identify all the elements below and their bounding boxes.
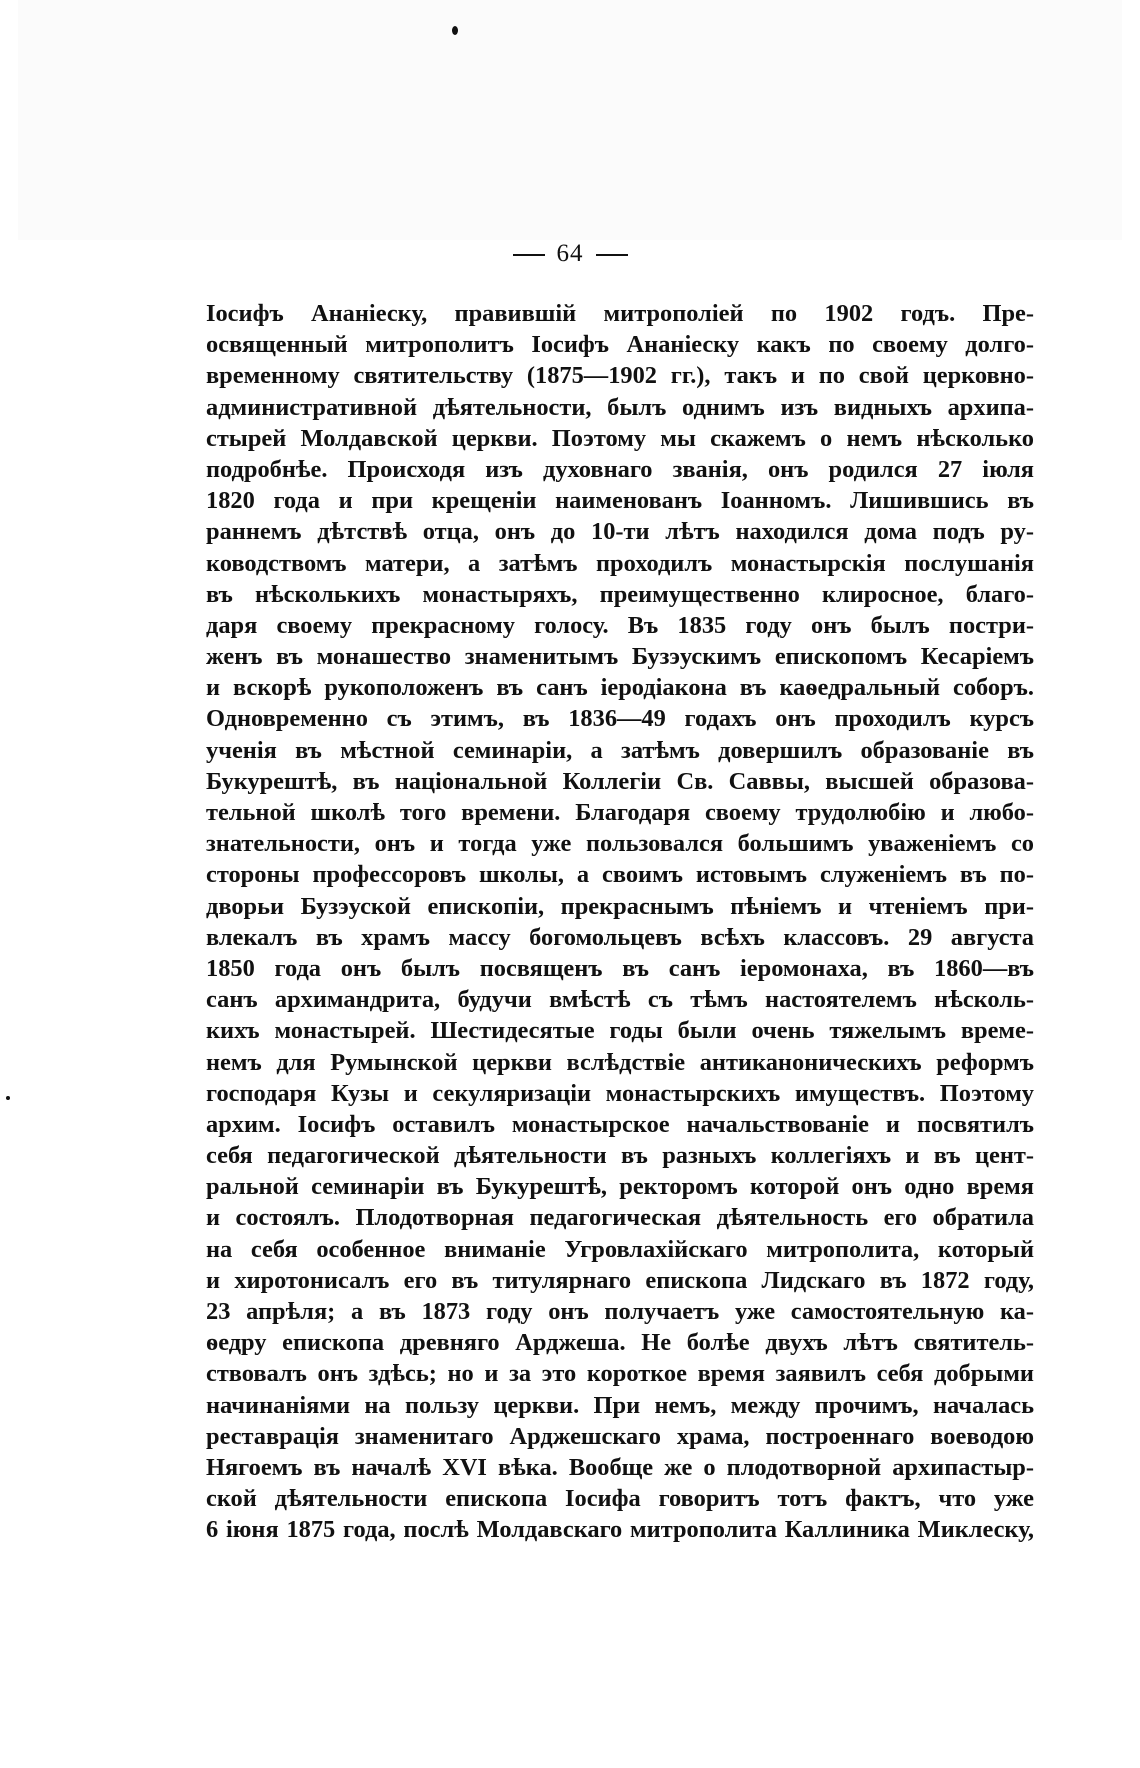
text-line: Одновременно съ этимъ, въ 1836—49 годахъ онъ проходилъ курсъ xyxy=(206,705,1034,733)
text-line: и хиротонисалъ его въ титулярнаго епископа Лидскаго въ 1872 году, xyxy=(206,1266,1034,1294)
text-line: Букурештѣ, въ національной Коллегіи Св. Саввы, высшей образова- xyxy=(206,767,1034,795)
text-line: административной дѣятельности, былъ однимъ изъ видныхъ архипа- xyxy=(206,393,1034,421)
dash-left xyxy=(513,254,545,256)
text-line: господаря Кузы и секуляризаціи монастырскихъ имуществъ. Поэтому xyxy=(206,1079,1034,1107)
text-line: временному святительству (1875—1902 гг.), такъ и по свой церковно- xyxy=(206,362,1034,390)
text-line: раннемъ дѣтствѣ отца, онъ до 10-ти лѣтъ находился дома подъ ру- xyxy=(206,518,1034,546)
text-line: освященный митрополитъ Іосифъ Ананіеску какъ по своему долго- xyxy=(206,331,1034,359)
body-text xyxy=(206,298,1034,1546)
text-line: кихъ монастырей. Шестидесятые годы были очень тяжелымъ време- xyxy=(206,1017,1034,1045)
scan-background xyxy=(18,0,1122,240)
text-line: 6 іюня 1875 года, послѣ Молдавскаго митрополита Каллиника Миклеску, xyxy=(206,1516,1034,1544)
ink-speck xyxy=(452,26,458,35)
page-number-value: 64 xyxy=(556,240,584,267)
text-line: въ нѣсколькихъ монастыряхъ, преимущественно клиросное, благо- xyxy=(206,580,1034,608)
text-line: санъ архимандрита, будучи вмѣстѣ съ тѣмъ настоятелемъ нѣсколь- xyxy=(206,986,1034,1014)
text-line: Нягоемъ въ началѣ XVI вѣка. Вообще же о плодотворной архипастыр- xyxy=(206,1453,1034,1481)
text-line: и вскорѣ рукоположенъ въ санъ іеродіакона въ каѳедральный соборъ. xyxy=(206,674,1034,702)
text-line: ской дѣятельности епископа Іосифа говоритъ тотъ фактъ, что уже xyxy=(206,1485,1034,1513)
text-line: на себя особенное вниманіе Угровлахійскаго митрополита, который xyxy=(206,1235,1034,1263)
text-line: ральной семинаріи въ Букурештѣ, ректоромъ которой онъ одно время xyxy=(206,1173,1034,1201)
text-line: себя педагогической дѣятельности въ разныхъ коллегіяхъ и въ цент- xyxy=(206,1142,1034,1170)
text-line: подробнѣе. Происходя изъ духовнаго званія, онъ родился 27 іюля xyxy=(206,455,1034,483)
text-line: стырей Молдавской церкви. Поэтому мы скажемъ о немъ нѣсколько xyxy=(206,424,1034,452)
text-line: 1820 года и при крещеніи наименованъ Іоанномъ. Лишившись въ xyxy=(206,487,1034,515)
text-line: ководствомъ матери, а затѣмъ проходилъ монастырскія послушанія xyxy=(206,549,1034,577)
text-line: ученія въ мѣстной семинаріи, а затѣмъ довершилъ образованіе въ xyxy=(206,736,1034,764)
text-line: влекалъ въ храмъ массу богомольцевъ всѣхъ классовъ. 29 августа xyxy=(206,923,1034,951)
text-line: ствовалъ онъ здѣсь; но и за это короткое время заявилъ себя добрыми xyxy=(206,1360,1034,1388)
text-line: 23 апрѣля; а въ 1873 году онъ получаетъ уже самостоятельную ка- xyxy=(206,1298,1034,1325)
text-line: дворьи Бузэуской епископіи, прекраснымъ пѣніемъ и чтеніемъ при- xyxy=(206,892,1034,920)
text-line: женъ въ монашество знаменитымъ Бузэускимъ епископомъ Кесаріемъ xyxy=(206,643,1034,671)
text-line: и состоялъ. Плодотворная педагогическая дѣятельность его обратила xyxy=(206,1204,1034,1232)
text-line: реставрація знаменитаго Арджешскаго храма, построеннаго воеводою xyxy=(206,1422,1034,1450)
text-line: архим. Іосифъ оставилъ монастырское начальствованіе и посвятилъ xyxy=(206,1110,1034,1138)
text-line: знательности, онъ и тогда уже пользовался большимъ уваженіемъ со xyxy=(206,830,1034,858)
text-line: ѳедру епископа древняго Арджеша. Не болѣе двухъ лѣтъ святитель- xyxy=(206,1329,1034,1357)
text-line: немъ для Румынской церкви вслѣдствіе антиканоническихъ реформъ xyxy=(206,1048,1034,1076)
text-line: Іосифъ Ананіеску, правившій митрополіей по 1902 годъ. Пре- xyxy=(206,300,1034,327)
text-line: даря своему прекрасному голосу. Въ 1835 году онъ былъ постри- xyxy=(206,611,1034,639)
ink-speck xyxy=(6,1096,10,1100)
dash-right xyxy=(596,254,628,256)
text-line: тельной школѣ того времени. Благодаря своему трудолюбію и любо- xyxy=(206,799,1034,826)
page-number xyxy=(0,240,1140,268)
text-line: 1850 года онъ былъ посвященъ въ санъ іеромонаха, въ 1860—въ xyxy=(206,954,1034,982)
text-line: начинаніями на пользу церкви. При немъ, между прочимъ, началась xyxy=(206,1391,1034,1419)
text-line: стороны профессоровъ школы, а своимъ истовымъ служеніемъ въ по- xyxy=(206,861,1034,889)
